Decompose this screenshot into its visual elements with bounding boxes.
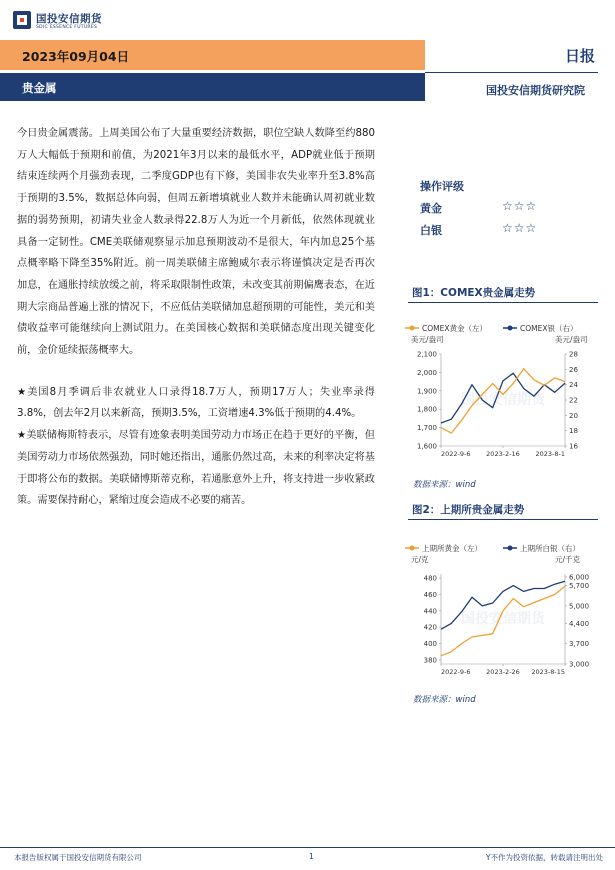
y-right-tick-label: 6,000 — [569, 573, 590, 582]
legend-label: COMEX黄金（左） — [422, 324, 487, 333]
footer-divider — [0, 847, 615, 848]
legend-label: COMEX银（右） — [520, 324, 578, 333]
y-left-unit: 美元/盎司 — [411, 335, 444, 344]
rating-row-gold — [420, 198, 600, 220]
footer-disclaimer: Y不作为投资依据，转载请注明出处 — [485, 853, 603, 862]
body-paragraph-fed: ★美联储梅斯特表示，尽管有迹象表明美国劳动力市场正在趋于更好的平衡，但美国劳动力市场依然强劲，同时她还指出，通胀仍然过高，未来的利率决定将基于即将公布的数据。美联储博斯蒂克称，若通胀意外上升，将支持进一步收紧政策。需要保持耐心，紧缩过度会造成不必要的痛苦。 — [17, 430, 375, 507]
figure1-title: 图1：COMEX贵金属走势 — [412, 287, 536, 299]
x-tick-label: 2022-9-6 — [441, 668, 471, 676]
legend-marker — [508, 326, 513, 331]
y-left-tick-label: 400 — [423, 640, 437, 649]
x-tick-label: 2023-8-1 — [535, 450, 565, 458]
legend-marker — [410, 326, 415, 331]
legend-label: 上期所白银（右） — [520, 544, 580, 553]
report-body — [17, 123, 375, 512]
x-tick-label: 2023-2-26 — [486, 668, 520, 676]
chart-watermark: 国投安信期货 — [461, 611, 545, 627]
y-left-tick-label: 1,800 — [416, 405, 437, 414]
y-right-tick-label: 3,700 — [569, 640, 590, 649]
figure1-divider — [408, 302, 598, 303]
y-right-tick-label: 18 — [569, 427, 578, 436]
logo-text: 国投安信期货 — [36, 13, 102, 25]
y-right-tick-label: 5,000 — [569, 602, 590, 611]
date-band — [0, 40, 425, 70]
body-paragraph-summary: 今日贵金属震荡。上周美国公布了大量重要经济数据，职位空缺人数降至约880万人大幅低于预期和前值，为2021年3月以来的最低水平，ADP就业低于预期结束连续两个月强劲表现，二季度GDP也有下修，美国非农失业率升至3.8%高于预期的3.5%，数据总体向弱，但周五新增填就业人数并未能确认周初就业数据的弱势预期，初请失业金人数录得22.8万人为近一个月新低，依然体现就业具备一定韧性。CME美联储观察显示加息预期波动不是很大，年内加息25个基点概率略下降至35%附近。前一周美联储主席鲍威尔表示将谨慎决定是否再次加息，在通胀持续放缓之前，将采取限制性政策，未改变其前期偏鹰表态，在近期大宗商品普遍上涨的情况下，不应低估美联储加息超预期的可能性，美元和美债收益率可能继续向上测试阻力。在美国核心数据和美联储态度出现关键变化前，金价延续振荡概率大。 — [17, 128, 375, 357]
y-right-tick-label: 26 — [569, 365, 578, 374]
y-left-tick-label: 1,700 — [416, 424, 437, 433]
rating-name: 黄金 — [420, 202, 442, 215]
rating-stars: ☆☆☆ — [502, 199, 538, 213]
operation-rating — [420, 178, 600, 242]
page-number: 1 — [309, 852, 314, 861]
chart-watermark: 国投安信期货 — [461, 392, 545, 408]
y-left-tick-label: 2,000 — [416, 368, 437, 377]
y-right-tick-label: 24 — [569, 381, 578, 390]
rating-row-silver — [420, 220, 600, 242]
y-left-tick-label: 440 — [423, 607, 437, 616]
report-date: 2023年09月04日 — [22, 49, 130, 64]
x-tick-label: 2023-2-16 — [486, 450, 520, 458]
y-right-tick-label: 20 — [569, 411, 578, 420]
figure1-source: 数据来源：wind — [413, 480, 476, 490]
body-paragraph-nfp: ★美国8月季调后非农就业人口录得18.7万人，预期17万人；失业率录得3.8%，创去年2月以来新高，预期3.5%，工资增速4.3%低于预期的4.4%。 — [17, 386, 375, 420]
footer-copyright: 本报告版权属于国投安信期货有限公司 — [14, 853, 142, 862]
header-divider — [425, 72, 598, 73]
report-category: 贵金属 — [22, 81, 57, 95]
y-left-tick-label: 2,100 — [416, 350, 437, 359]
y-left-tick-label: 420 — [423, 623, 437, 632]
rating-title: 操作评级 — [420, 180, 464, 193]
logo-mark-icon — [12, 10, 32, 30]
rating-stars: ☆☆☆ — [502, 221, 538, 235]
y-right-tick-label: 4,400 — [569, 619, 590, 628]
y-left-tick-label: 1,900 — [416, 387, 437, 396]
y-left-tick-label: 460 — [423, 590, 437, 599]
x-tick-label: 2023-8-15 — [531, 668, 565, 676]
legend-marker — [410, 546, 415, 551]
rating-name: 白银 — [420, 224, 442, 237]
y-left-tick-label: 380 — [423, 656, 437, 665]
figure2-source: 数据来源：wind — [413, 695, 476, 705]
report-type: 日报 — [564, 47, 595, 65]
institute-name: 国投安信期货研究院 — [486, 84, 585, 97]
y-left-tick-label: 480 — [423, 574, 437, 583]
figure2-chart — [403, 538, 603, 686]
y-left-tick-label: 1,600 — [416, 442, 437, 451]
logo-subtext: SDIC ESSENCE FUTURES — [36, 25, 98, 30]
y-left-unit: 元/克 — [411, 555, 429, 564]
legend-label: 上期所黄金（左） — [422, 544, 482, 553]
y-right-unit: 元/千克 — [555, 555, 581, 564]
y-right-tick-label: 28 — [569, 350, 578, 359]
figure2-divider — [408, 519, 598, 520]
x-tick-label: 2022-9-6 — [441, 450, 471, 458]
y-right-tick-label: 22 — [569, 396, 578, 405]
y-right-tick-label: 16 — [569, 442, 578, 451]
category-band — [0, 73, 425, 101]
y-right-tick-label: 3,000 — [569, 660, 590, 669]
y-right-unit: 美元/盎司 — [555, 335, 588, 344]
legend-marker — [508, 546, 513, 551]
figure2-title: 图2：上期所贵金属走势 — [412, 504, 525, 516]
y-right-tick-label: 5,700 — [569, 582, 590, 591]
company-logo — [12, 8, 132, 36]
figure1-chart — [403, 318, 603, 468]
